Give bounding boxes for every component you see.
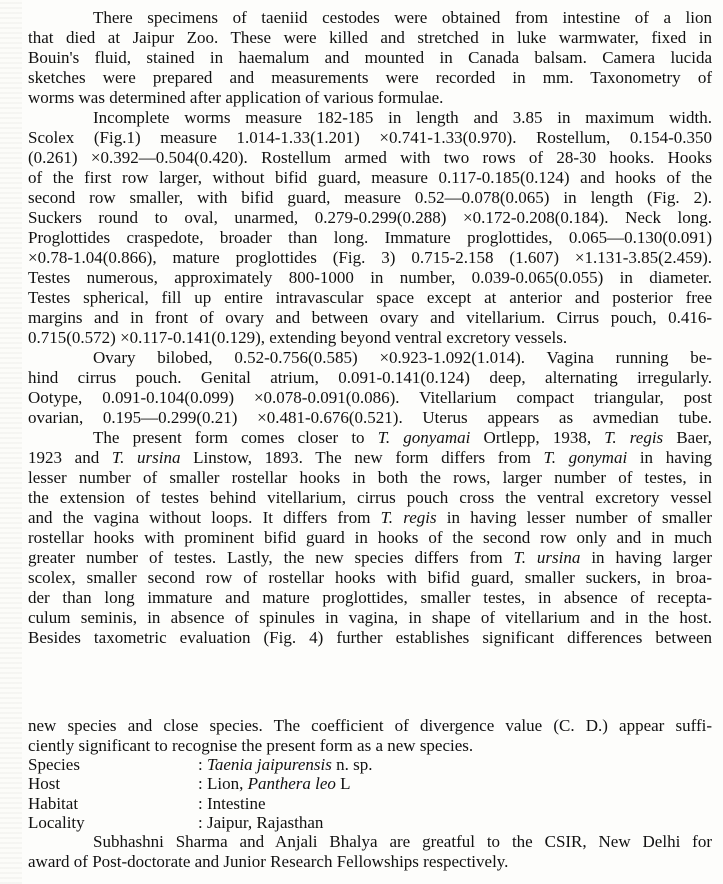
- summary-value: : Jaipur, Rajasthan: [198, 812, 324, 832]
- summary-value: : Taenia jaipurensis n. sp.: [198, 755, 373, 774]
- text-line: culum seminis, in absence of spinules in vagina, in shape of vitellarium and in the host.: [28, 608, 712, 627]
- text-line: of the first row larger, without bifid guard, measure 0.117-0.185(0.124) and hooks of the: [28, 168, 712, 187]
- text-line: Testes spherical, fill up entire intravascular space except at anterior and posterior free: [28, 288, 712, 307]
- summary-value: : Lion, Panthera leo L: [198, 774, 351, 794]
- italic-taxon: T. gonymai: [543, 448, 628, 467]
- text-line: Scolex (Fig.1) measure 1.014-1.33(1.201) ×0.741-1.33(0.970). Rostellum, 0.154-0.350: [28, 128, 712, 147]
- summary-value: : Intestine: [198, 793, 266, 813]
- summary-label: Habitat: [28, 793, 79, 813]
- italic-taxon: Taenia jaipurensis: [206, 755, 332, 774]
- text-line: Ootype, 0.091-0.104(0.099) ×0.078-0.091(0.086). Vitellarium compact triangular, post: [28, 388, 712, 407]
- text-line: ovarian, 0.195—0.299(0.21) ×0.481-0.676(0.521). Uterus appears as avmedian tube.: [28, 408, 712, 427]
- text-line: margins and in front of ovary and between ovary and vitellarium. Cirrus pouch, 0.416-: [28, 308, 712, 327]
- text-line: (0.261) ×0.392—0.504(0.420). Rostellum armed with two rows of 28-30 hooks. Hooks: [28, 148, 712, 167]
- text-line: Suckers round to oval, unarmed, 0.279-0.299(0.288) ×0.172-0.208(0.184). Neck long.: [28, 208, 712, 227]
- acknowledgement-line: Subhashni Sharma and Anjali Bhalya are greatful to the CSIR, New Delhi for: [93, 832, 712, 851]
- text-line: that died at Jaipur Zoo. These were killed and stretched in luke warmwater, fixed in: [28, 28, 712, 47]
- text-line: hind cirrus pouch. Genital atrium, 0.091-0.141(0.124) deep, alternating irregularly.: [28, 368, 712, 387]
- text-line: sketches were prepared and measurements were recorded in mm. Taxonometry of: [28, 68, 712, 87]
- text-line: ×0.78-1.04(0.866), mature proglottides (Fig. 3) 0.715-2.158 (1.607) ×1.131-3.85(2.459).: [28, 248, 712, 267]
- text-line: ciently significant to recognise the present form as a new species.: [28, 735, 474, 755]
- text-line: Besides taxometric evaluation (Fig. 4) further establishes significant differences between: [28, 628, 712, 647]
- scan-edge: [0, 0, 22, 884]
- summary-label: Locality: [28, 812, 85, 832]
- acknowledgement-line: award of Post-doctorate and Junior Research Fellowships respectively.: [28, 851, 509, 871]
- text-line: lesser number of smaller rostellar hooks in both the rows, larger number of testes, in: [28, 468, 712, 487]
- text-line: greater number of testes. Lastly, the new species differs from T. ursina in having larger: [28, 548, 713, 567]
- text-line: 1923 and T. ursina Linstow, 1893. The new form differs from T. gonymai in having: [28, 448, 712, 467]
- summary-label: Species: [28, 755, 80, 774]
- italic-taxon: T. ursina: [111, 448, 181, 467]
- italic-taxon: T. gonyamai: [377, 428, 471, 447]
- summary-label: Host: [28, 774, 61, 794]
- text-line: der than long immature and mature proglottides, smaller testes, in absence of recepta-: [28, 588, 712, 607]
- italic-taxon: T. ursina: [513, 548, 581, 567]
- text-line: worms was determined after application of various formulae.: [28, 88, 444, 107]
- text-line: The present form comes closer to T. gonyamai Ortlepp, 1938, T. regis Baer,: [93, 428, 712, 447]
- italic-taxon: T. regis: [604, 428, 664, 447]
- text-line: Proglottides craspedote, broader than long. Immature proglottides, 0.065—0.130(0.091): [28, 228, 712, 247]
- text-line: second row smaller, with bifid guard, measure 0.52—0.078(0.065) in length (Fig. 2).: [28, 188, 712, 207]
- text-line: 0.715(0.572) ×0.117-0.141(0.129), extending beyond ventral excretory vessels.: [28, 328, 568, 347]
- text-line: Ovary bilobed, 0.52-0.756(0.585) ×0.923-1.092(1.014). Vagina running be-: [93, 348, 712, 367]
- text-line: new species and close species. The coefficient of divergence value (C. D.) appear suffi-: [28, 716, 712, 735]
- text-line: There specimens of taeniid cestodes were obtained from intestine of a lion: [93, 8, 712, 27]
- text-line: the extension of testes behind vitellarium, cirrus pouch cross the ventral excretory vessel: [28, 488, 712, 507]
- text-line: rostellar hooks with prominent bifid guard in hooks of the second row only and in much: [28, 528, 712, 547]
- text-line: Testes numerous, approximately 800-1000 in number, 0.039-0.065(0.055) in diameter.: [28, 268, 712, 287]
- italic-taxon: T. regis: [380, 508, 437, 527]
- text-line: scolex, smaller second row of rostellar hooks with bifid guard, smaller suckers, in broa-: [28, 568, 712, 587]
- italic-taxon: Panthera leo: [247, 774, 336, 794]
- text-line: and the vagina without loops. It differs from T. regis in having lesser number of smaller: [28, 508, 713, 527]
- text-line: Bouin's fluid, stained in haemalum and mounted in Canada balsam. Camera lucida: [28, 48, 712, 67]
- text-line: Incomplete worms measure 182-185 in length and 3.85 in maximum width.: [93, 108, 712, 127]
